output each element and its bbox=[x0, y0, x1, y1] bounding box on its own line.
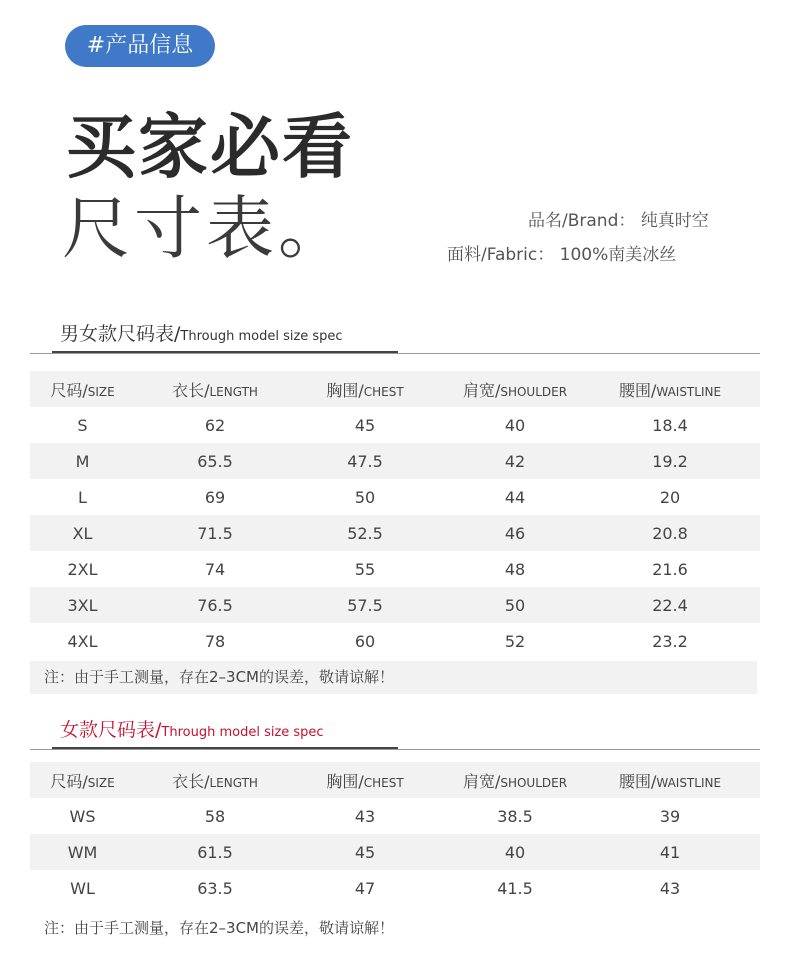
table-cell: WS bbox=[69, 806, 96, 826]
table-row bbox=[30, 407, 760, 443]
table-cell: 41 bbox=[659, 842, 681, 862]
table-row bbox=[30, 587, 760, 623]
column-header-cn: 尺码/ bbox=[50, 771, 88, 791]
table-cell: 48 bbox=[504, 559, 526, 579]
table-row bbox=[30, 623, 760, 659]
table-cell: 45 bbox=[354, 415, 376, 435]
column-header-cn: 胸围/ bbox=[326, 380, 364, 400]
table-header-row bbox=[30, 371, 760, 407]
table-cell: WL bbox=[70, 878, 95, 898]
table-cell: 38.5 bbox=[497, 806, 533, 826]
table-cell: 20 bbox=[659, 487, 681, 507]
table-cell: 46 bbox=[504, 523, 526, 543]
table-cell: 76.5 bbox=[197, 595, 233, 615]
table-cell: 20.8 bbox=[652, 523, 688, 543]
table-cell: 3XL bbox=[67, 595, 98, 615]
column-header bbox=[595, 769, 745, 792]
product-info-tag: #产品信息 bbox=[65, 25, 215, 67]
table-cell: 19.2 bbox=[652, 451, 688, 471]
brand-label: 品名/Brand： bbox=[528, 211, 636, 231]
table-header-row bbox=[30, 762, 760, 798]
table-cell: 63.5 bbox=[197, 878, 233, 898]
table-cell: 45 bbox=[354, 842, 376, 862]
table-row bbox=[30, 798, 760, 834]
table-cell: 47.5 bbox=[347, 451, 383, 471]
column-header-cn: 肩宽/ bbox=[462, 380, 501, 400]
table-cell: 71.5 bbox=[197, 523, 233, 543]
table-cell: 40 bbox=[504, 415, 526, 435]
table-cell: 41.5 bbox=[497, 878, 533, 898]
table-row bbox=[30, 834, 760, 870]
table-cell: S bbox=[77, 415, 88, 435]
table-cell: M bbox=[75, 451, 90, 471]
column-header-cn: 衣长/ bbox=[172, 380, 210, 400]
column-header-en: WAISTLINE bbox=[656, 775, 722, 790]
column-header-en: LENGTH bbox=[209, 384, 258, 399]
table-cell: 18.4 bbox=[652, 415, 688, 435]
table-cell: 78 bbox=[204, 631, 226, 651]
table-cell: XL bbox=[72, 523, 93, 543]
women-section-title bbox=[60, 721, 324, 740]
table-cell: 69 bbox=[204, 487, 226, 507]
women-title-cn: 女款尺码表/ bbox=[60, 719, 162, 741]
column-header-cn: 衣长/ bbox=[172, 771, 210, 791]
column-header-en: SHOULDER bbox=[500, 384, 568, 399]
column-header bbox=[30, 378, 135, 401]
table-cell: 2XL bbox=[67, 559, 98, 579]
column-header-cn: 胸围/ bbox=[326, 771, 364, 791]
table-cell: 21.6 bbox=[652, 559, 688, 579]
column-header-en: LENGTH bbox=[209, 775, 258, 790]
headline: 买家必看 bbox=[66, 106, 354, 188]
table-row bbox=[30, 551, 760, 587]
unisex-title-cn: 男女款尺码表/ bbox=[60, 323, 181, 345]
fabric-label: 面料/Fabric： bbox=[447, 245, 555, 265]
column-header-cn: 尺码/ bbox=[50, 380, 88, 400]
table-cell: 55 bbox=[354, 559, 376, 579]
column-header bbox=[135, 769, 295, 792]
table-cell: 50 bbox=[354, 487, 376, 507]
table-cell: L bbox=[78, 487, 87, 507]
unisex-section-title bbox=[60, 325, 343, 344]
column-header-en: CHEST bbox=[363, 384, 404, 399]
column-header bbox=[295, 769, 435, 792]
column-header bbox=[295, 378, 435, 401]
column-header-en: WAISTLINE bbox=[656, 384, 722, 399]
column-header bbox=[435, 378, 595, 401]
unisex-note: 注：由于手工测量，存在2–3CM的误差，敬请谅解！ bbox=[30, 661, 757, 694]
women-divider bbox=[30, 749, 760, 750]
table-cell: 44 bbox=[504, 487, 526, 507]
unisex-title-en: Through model size spec bbox=[180, 329, 343, 344]
unisex-divider bbox=[30, 353, 760, 354]
table-cell: 57.5 bbox=[347, 595, 383, 615]
table-cell: 74 bbox=[204, 559, 226, 579]
column-header bbox=[135, 378, 295, 401]
table-cell: 43 bbox=[659, 878, 681, 898]
subheadline-text: 尺寸表。 bbox=[62, 190, 351, 269]
brand-info bbox=[528, 206, 709, 231]
table-cell: 65.5 bbox=[197, 451, 233, 471]
table-cell: 47 bbox=[354, 878, 376, 898]
fabric-info bbox=[447, 240, 676, 265]
table-cell: 39 bbox=[659, 806, 681, 826]
table-cell: 52 bbox=[504, 631, 526, 651]
table-row bbox=[30, 870, 760, 906]
table-row bbox=[30, 515, 760, 551]
table-cell: 60 bbox=[354, 631, 376, 651]
unisex-size-table bbox=[30, 371, 760, 659]
table-cell: 61.5 bbox=[197, 842, 233, 862]
column-header-en: SHOULDER bbox=[500, 775, 568, 790]
table-cell: 58 bbox=[204, 806, 226, 826]
women-title-en: Through model size spec bbox=[161, 725, 324, 740]
table-cell: WM bbox=[67, 842, 98, 862]
column-header-en: SIZE bbox=[87, 775, 115, 790]
column-header-en: CHEST bbox=[363, 775, 404, 790]
column-header-cn: 腰围/ bbox=[618, 380, 657, 400]
table-cell: 50 bbox=[504, 595, 526, 615]
brand-value: 纯真时空 bbox=[640, 211, 709, 231]
table-cell: 23.2 bbox=[652, 631, 688, 651]
table-cell: 4XL bbox=[67, 631, 98, 651]
column-header bbox=[435, 769, 595, 792]
table-cell: 40 bbox=[504, 842, 526, 862]
women-note: 注：由于手工测量，存在2–3CM的误差，敬请谅解！ bbox=[44, 919, 395, 937]
table-row bbox=[30, 443, 760, 479]
table-cell: 43 bbox=[354, 806, 376, 826]
table-cell: 62 bbox=[204, 415, 226, 435]
table-cell: 52.5 bbox=[347, 523, 383, 543]
table-cell: 42 bbox=[504, 451, 526, 471]
column-header-cn: 肩宽/ bbox=[462, 771, 501, 791]
column-header-en: SIZE bbox=[87, 384, 115, 399]
fabric-value: 100%南美冰丝 bbox=[559, 245, 677, 265]
table-cell: 22.4 bbox=[652, 595, 688, 615]
column-header bbox=[595, 378, 745, 401]
column-header-cn: 腰围/ bbox=[618, 771, 657, 791]
table-row bbox=[30, 479, 760, 515]
women-size-table bbox=[30, 762, 760, 906]
column-header bbox=[30, 769, 135, 792]
subheadline bbox=[62, 190, 351, 269]
